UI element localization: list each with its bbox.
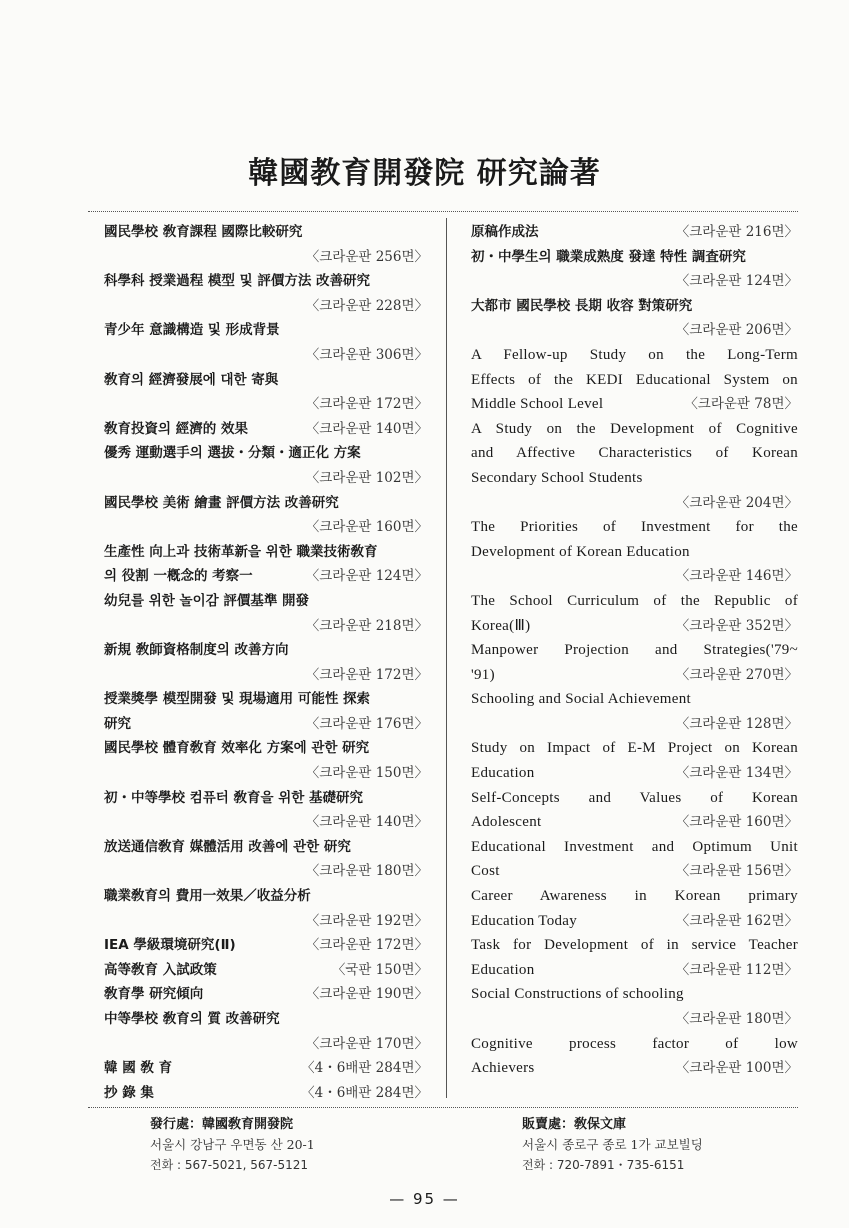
list-line xyxy=(471,884,798,909)
publication-title: 高等敎育 入試政策 xyxy=(104,961,217,978)
right-column-publication-list xyxy=(471,220,798,1081)
publication-format: 〈크라운판 150면〉 xyxy=(305,765,428,782)
list-line xyxy=(471,736,798,761)
list-line xyxy=(104,933,428,958)
publication-title: Education Today xyxy=(471,912,578,929)
publication-title: 初・中等學校 컴퓨터 敎育을 위한 基礎研究 xyxy=(104,789,364,806)
publication-title: 生產性 向上과 技術革新을 위한 職業技術敎育 xyxy=(104,543,378,560)
bottom-divider xyxy=(88,1107,798,1108)
publication-title: Career Awareness in Korean primary xyxy=(471,888,798,905)
list-line xyxy=(104,761,428,786)
list-line xyxy=(471,835,798,860)
list-line xyxy=(104,663,428,688)
publication-title: 國民學校 美術 繪畫 評價方法 改善研究 xyxy=(104,494,339,511)
publication-format: 〈크라운판 156면〉 xyxy=(675,863,798,880)
list-line xyxy=(471,1007,798,1032)
list-line xyxy=(471,220,798,245)
list-line xyxy=(471,933,798,958)
list-line xyxy=(471,958,798,983)
list-line xyxy=(471,909,798,934)
publication-title: 의 役割 一槪念的 考察一 xyxy=(104,568,253,585)
seller-phone: 전화 : 720-7891・735-6151 xyxy=(522,1158,685,1172)
publication-title: Education xyxy=(471,961,535,978)
list-line xyxy=(471,1056,798,1081)
publication-title: '91) xyxy=(471,666,495,683)
publication-title: Manpower Projection and Strategies('79~ xyxy=(471,642,798,659)
list-line xyxy=(471,589,798,614)
list-line xyxy=(104,1032,428,1057)
publication-title: A Study on the Development of Cognitive xyxy=(471,420,798,437)
publication-format: 〈크라운판 140면〉 xyxy=(305,814,428,831)
top-divider xyxy=(88,211,798,212)
publication-format: 〈크라운판 206면〉 xyxy=(675,322,798,339)
publication-title: 研究 xyxy=(104,715,131,732)
list-line xyxy=(104,491,428,516)
publication-title: 國民學校 體育敎育 效率化 方案에 관한 研究 xyxy=(104,740,370,757)
publication-format: 〈크라운판 216면〉 xyxy=(675,224,798,240)
list-line xyxy=(104,318,428,343)
list-line xyxy=(471,564,798,589)
list-line xyxy=(471,392,798,417)
publication-title: The Priorities of Investment for the xyxy=(471,519,798,536)
list-line xyxy=(104,712,428,737)
publication-title: 青少年 意識構造 및 形成背景 xyxy=(104,322,280,339)
publication-title: 韓 國 敎 育 xyxy=(104,1060,173,1077)
publication-title: Educational Investment and Optimum Unit xyxy=(471,838,798,855)
publisher-address: 서울시 강남구 우면동 산 20-1 xyxy=(150,1137,315,1152)
publication-title: Education xyxy=(471,765,535,782)
publication-title: Cost xyxy=(471,863,500,880)
list-line xyxy=(471,687,798,712)
list-line xyxy=(104,540,428,565)
publication-format: 〈4・6배판 284면〉 xyxy=(301,1084,428,1101)
list-line xyxy=(471,712,798,737)
list-line xyxy=(104,786,428,811)
publication-title: Secondary School Students xyxy=(471,469,643,486)
publication-format: 〈크라운판 146면〉 xyxy=(675,568,798,585)
seller-label: 販賣處：敎保文庫 xyxy=(522,1117,627,1132)
publication-format: 〈크라운판 228면〉 xyxy=(305,297,428,314)
publication-title: Korea(Ⅲ) xyxy=(471,617,531,634)
publication-format: 〈크라운판 172면〉 xyxy=(305,396,428,413)
list-line xyxy=(471,614,798,639)
list-line xyxy=(104,269,428,294)
publication-format: 〈크라운판 172면〉 xyxy=(305,666,428,683)
publication-title: 中等學校 敎育의 質 改善研究 xyxy=(104,1011,280,1027)
publication-title: 敎育의 經濟發展에 대한 寄與 xyxy=(104,371,279,388)
publication-format: 〈크라운판 180면〉 xyxy=(305,863,428,880)
list-line xyxy=(104,515,428,540)
list-line xyxy=(104,909,428,934)
publication-format: 〈크라운판 270면〉 xyxy=(675,666,798,683)
list-line xyxy=(471,761,798,786)
publication-title: The School Curriculum of the Republic of xyxy=(471,592,798,609)
list-line xyxy=(471,441,798,466)
publication-format: 〈크라운판 256면〉 xyxy=(305,248,428,265)
list-line xyxy=(471,491,798,516)
seller-address: 서울시 종로구 종로 1가 교보빌딩 xyxy=(522,1137,703,1152)
publication-title: 科學科 授業過程 模型 및 評價方法 改善研究 xyxy=(104,273,371,290)
list-line xyxy=(471,269,798,294)
publication-title: 授業獎學 模型開發 및 現場適用 可能性 探索 xyxy=(104,691,371,708)
left-column-publication-list xyxy=(104,220,428,1105)
list-line xyxy=(104,982,428,1007)
list-line xyxy=(471,638,798,663)
list-line xyxy=(104,294,428,319)
publication-title: 優秀 運動選手의 選拔・分類・適正化 方案 xyxy=(104,445,361,462)
list-line xyxy=(471,786,798,811)
publication-format: 〈크라운판 172면〉 xyxy=(305,937,428,954)
list-line xyxy=(471,368,798,393)
publication-format: 〈크라운판 160면〉 xyxy=(305,519,428,536)
publication-format: 〈크라운판 170면〉 xyxy=(305,1035,428,1052)
list-line xyxy=(471,318,798,343)
list-line xyxy=(471,540,798,565)
list-line xyxy=(471,810,798,835)
list-line xyxy=(471,294,798,319)
list-line xyxy=(471,417,798,442)
list-line xyxy=(104,1081,428,1106)
list-line xyxy=(471,466,798,491)
list-line xyxy=(104,220,428,245)
list-line xyxy=(104,958,428,983)
publication-format: 〈크라운판 190면〉 xyxy=(305,986,428,1003)
list-line xyxy=(104,245,428,270)
publication-title: Achievers xyxy=(471,1060,535,1077)
publication-title: Schooling and Social Achievement xyxy=(471,691,691,708)
publication-format: 〈크라운판 352면〉 xyxy=(675,617,798,634)
publication-title: 幼兒를 위한 놀이감 評價基準 開發 xyxy=(104,592,310,609)
list-line xyxy=(104,810,428,835)
publication-format: 〈크라운판 124면〉 xyxy=(305,568,428,585)
publication-title: IEA 學級環境研究(Ⅱ) xyxy=(104,937,236,954)
publication-format: 〈크라운판 192면〉 xyxy=(305,912,428,929)
list-line xyxy=(104,736,428,761)
publication-title: Middle School Level xyxy=(471,396,604,413)
column-divider xyxy=(446,218,447,1098)
publication-format: 〈크라운판 112면〉 xyxy=(675,961,798,978)
publication-format: 〈크라운판 134면〉 xyxy=(675,765,798,782)
publication-format: 〈국판 150면〉 xyxy=(331,961,428,978)
publication-format: 〈크라운판 218면〉 xyxy=(305,617,428,634)
list-line xyxy=(471,515,798,540)
list-line xyxy=(104,392,428,417)
seller-block xyxy=(522,1115,703,1175)
list-line xyxy=(104,1056,428,1081)
publication-format: 〈크라운판 180면〉 xyxy=(675,1011,798,1027)
publication-title: Cognitive process factor of low xyxy=(471,1035,798,1052)
publication-title: Effects of the KEDI Educational System on xyxy=(471,371,798,388)
publication-title: A Fellow-up Study on the Long-Term xyxy=(471,346,798,363)
publication-format: 〈크라운판 128면〉 xyxy=(675,715,798,732)
list-line xyxy=(471,663,798,688)
list-line xyxy=(471,859,798,884)
publication-title: 放送通信敎育 媒體活用 改善에 관한 研究 xyxy=(104,838,351,855)
publication-format: 〈4・6배판 284면〉 xyxy=(301,1060,428,1077)
publication-title: 初・中學生의 職業成熟度 發達 特性 調査研究 xyxy=(471,248,746,265)
publication-format: 〈크라운판 306면〉 xyxy=(305,346,428,363)
publication-format: 〈크라운판 78면〉 xyxy=(684,396,798,413)
list-line xyxy=(104,466,428,491)
publication-title: Study on Impact of E-M Project on Korean xyxy=(471,740,798,757)
list-line xyxy=(104,638,428,663)
list-line xyxy=(471,343,798,368)
list-line xyxy=(104,564,428,589)
publication-title: Task for Development of in service Teacher xyxy=(471,937,798,954)
publication-format: 〈크라운판 124면〉 xyxy=(675,273,798,290)
publication-title: 敎育投資의 經濟的 效果 xyxy=(104,420,248,437)
list-line xyxy=(471,1032,798,1057)
publication-format: 〈크라운판 140면〉 xyxy=(305,420,428,437)
publisher-phone: 전화 : 567-5021, 567-5121 xyxy=(150,1158,309,1172)
list-line xyxy=(471,245,798,270)
list-line xyxy=(104,589,428,614)
publication-format: 〈크라운판 204면〉 xyxy=(675,494,798,511)
publication-title: 新規 敎師資格制度의 改善方向 xyxy=(104,642,289,659)
publication-title: 大都市 國民學校 長期 收容 對策研究 xyxy=(471,297,693,314)
publication-title: Self-Concepts and Values of Korean xyxy=(471,789,798,806)
publication-title: Development of Korean Education xyxy=(471,543,690,560)
publication-title: Social Constructions of schooling xyxy=(471,986,684,1003)
publication-title: 原稿作成法 xyxy=(471,224,539,240)
publication-format: 〈크라운판 100면〉 xyxy=(675,1060,798,1077)
list-line xyxy=(104,614,428,639)
publication-title: Adolescent xyxy=(471,814,542,831)
list-line xyxy=(104,417,428,442)
publication-format: 〈크라운판 160면〉 xyxy=(675,814,798,831)
publication-title: 抄 錄 集 xyxy=(104,1084,154,1101)
publication-format: 〈크라운판 102면〉 xyxy=(305,469,428,486)
list-line xyxy=(104,368,428,393)
publication-format: 〈크라운판 176면〉 xyxy=(305,715,428,732)
list-line xyxy=(104,884,428,909)
list-line xyxy=(104,1007,428,1032)
list-line xyxy=(471,982,798,1007)
page-title: 韓國教育開發院 研究論著 xyxy=(248,156,601,191)
publisher-label: 發行處：韓國敎育開發院 xyxy=(150,1117,294,1132)
publisher-block xyxy=(150,1115,315,1175)
list-line xyxy=(104,859,428,884)
list-line xyxy=(104,441,428,466)
publication-format: 〈크라운판 162면〉 xyxy=(675,912,798,929)
publication-title: 國民學校 敎育課程 國際比較研究 xyxy=(104,224,303,240)
list-line xyxy=(104,687,428,712)
publication-title: and Affective Characteristics of Korean xyxy=(471,445,798,462)
publication-title: 職業敎育의 費用一效果／收益分析 xyxy=(104,888,311,905)
list-line xyxy=(104,343,428,368)
publication-title: 敎育學 研究傾向 xyxy=(104,986,204,1003)
list-line xyxy=(104,835,428,860)
page-number: — 95 — xyxy=(389,1190,460,1208)
